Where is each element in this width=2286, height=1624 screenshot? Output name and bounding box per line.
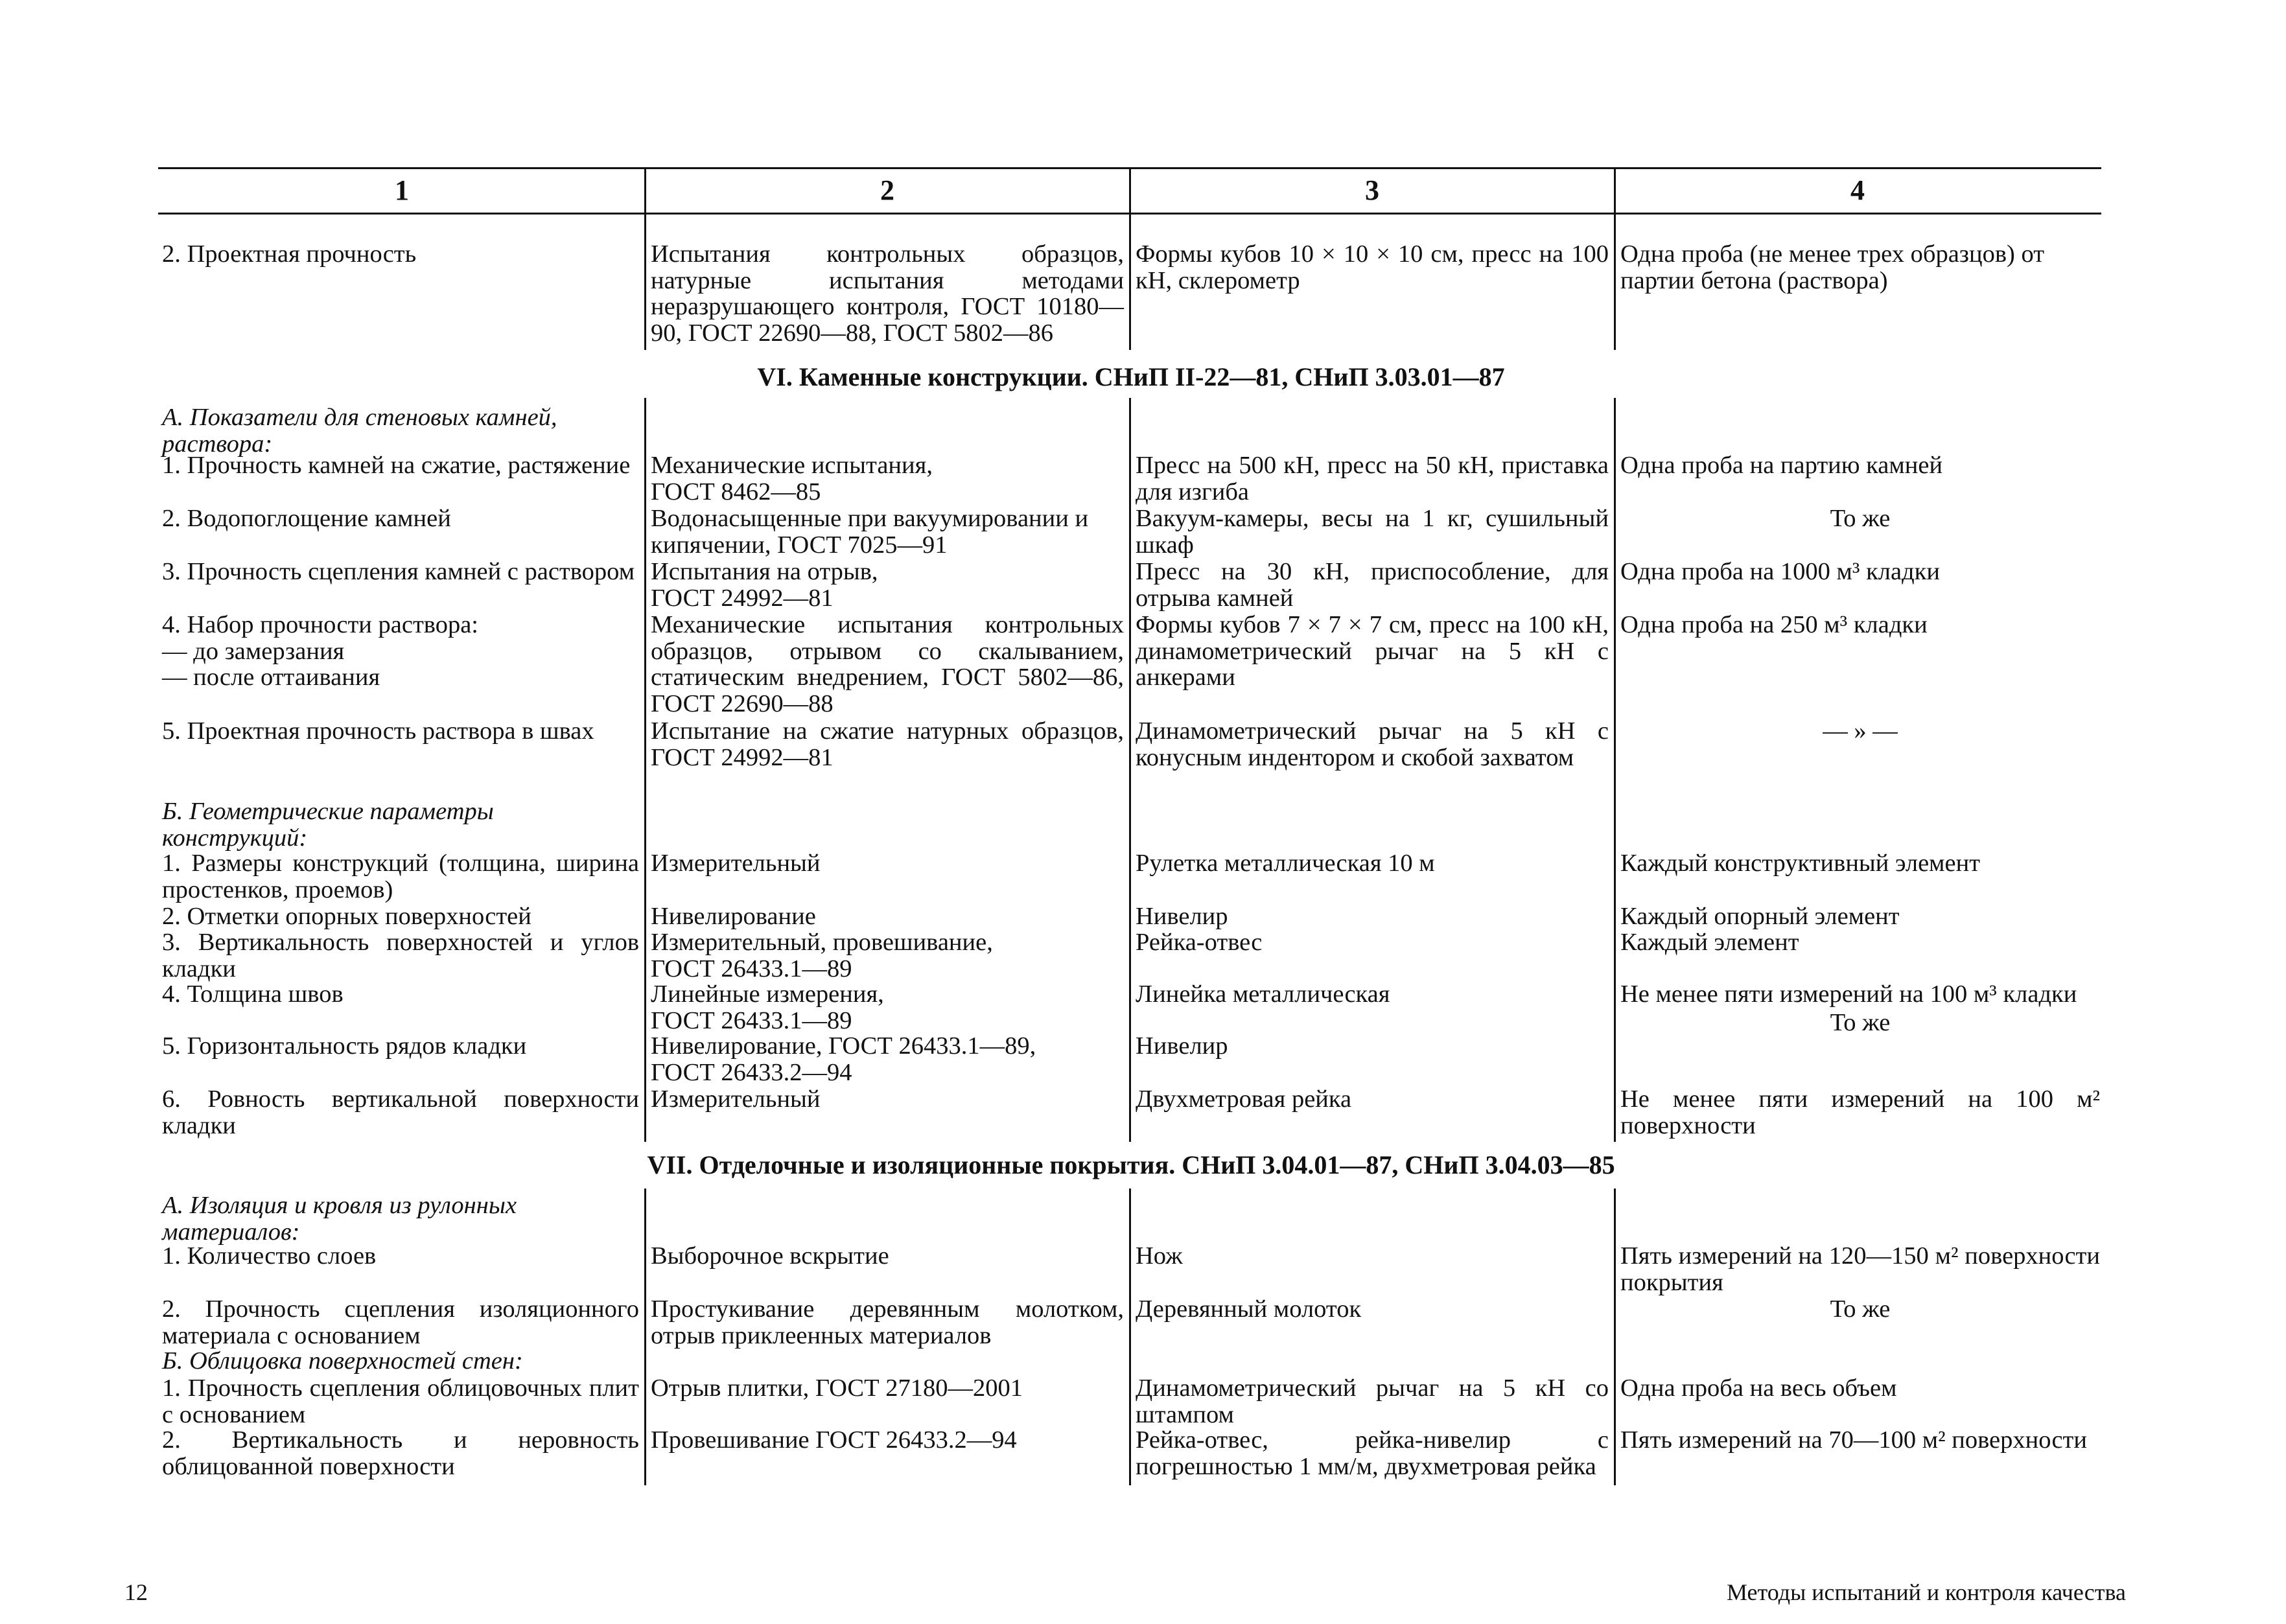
column-separator: [644, 398, 646, 1142]
method-cell: Измерительный: [651, 1085, 821, 1113]
volume-cell: Каждый элемент: [1620, 929, 1799, 956]
volume-cell: Одна проба на 250 м³ кладки: [1620, 611, 1928, 638]
equipment-cell: Динамометрический рычаг на 5 кН с конусным индентором и скобой захватом: [1136, 717, 1609, 771]
method-cell: Провешивание ГОСТ 26433.2—94: [651, 1426, 1017, 1454]
volume-cell: То же: [1830, 505, 1891, 532]
method-cell: Испытания на отрыв, ГОСТ 24992—81: [651, 558, 878, 612]
volume-cell: Пять измерений на 120—150 м² поверхности покрытия: [1620, 1242, 2100, 1296]
equipment-cell: Линейка металлическая: [1136, 980, 1390, 1008]
param-cell: 2. Проектная прочность: [162, 240, 417, 268]
column-number-1: 1: [395, 174, 409, 206]
group-label: Б. Геометрические параметры конструкций:: [162, 798, 494, 852]
column-separator: [644, 1189, 646, 1485]
param-cell: 6. Ровность вертикальной поверхности кладки: [162, 1085, 639, 1139]
method-cell: Нивелирование: [651, 903, 816, 930]
volume-cell: — » —: [1823, 717, 1898, 745]
equipment-cell: Динамометрический рычаг на 5 кН со штампом: [1136, 1375, 1609, 1428]
param-cell: 2. Вертикальность и неровность облицованной поверхности: [162, 1426, 639, 1480]
param-cell: 1. Прочность сцепления облицовочных плит с основанием: [162, 1375, 639, 1428]
equipment-cell: Нивелир: [1136, 903, 1228, 930]
param-cell: 5. Горизонтальность рядов кладки: [162, 1032, 527, 1060]
param-cell: 3. Вертикальность поверхностей и углов кладки: [162, 929, 639, 982]
method-cell: Механические испытания, ГОСТ 8462—85: [651, 452, 933, 505]
equipment-cell: Формы кубов 10 × 10 × 10 см, пресс на 100 кН, склерометр: [1136, 240, 1609, 294]
column-number-3: 3: [1365, 174, 1379, 206]
param-cell: 1. Прочность камней на сжатие, растяжение: [162, 452, 631, 479]
column-separator: [1129, 398, 1131, 1142]
equipment-cell: Рейка-отвес: [1136, 929, 1263, 956]
param-cell: 5. Проектная прочность раствора в швах: [162, 717, 594, 745]
volume-cell: Каждый опорный элемент: [1620, 903, 1900, 930]
volume-cell: Одна проба на весь объем: [1620, 1375, 1897, 1402]
group-label: А. Изоляция и кровля из рулонных материалов:: [162, 1192, 517, 1246]
method-cell: Испытание на сжатие натурных образцов, ГОСТ 24992—81: [651, 717, 1124, 771]
param-cell: 4. Набор прочности раствора: — до замерзания — после оттаивания: [162, 611, 478, 691]
param-cell: 2. Отметки опорных поверхностей: [162, 903, 531, 930]
method-cell: Отрыв плитки, ГОСТ 27180—2001: [651, 1375, 1023, 1402]
volume-cell: То же: [1830, 1295, 1891, 1323]
column-separator: [1614, 398, 1616, 1142]
equipment-cell: Деревянный молоток: [1136, 1295, 1362, 1323]
volume-cell: То же: [1830, 1009, 1891, 1036]
equipment-cell: Рейка-отвес, рейка-нивелир с погрешностью 1 мм/м, двухметровая рейка: [1136, 1426, 1609, 1480]
param-cell: 1. Количество слоев: [162, 1242, 377, 1270]
column-number-4: 4: [1850, 174, 1865, 206]
method-cell: Водонасыщенные при вакуумировании и кипячении, ГОСТ 7025—91: [651, 505, 1089, 559]
volume-cell: Одна проба (не менее трех образцов) от партии бетона (раствора): [1620, 240, 2045, 294]
section-title: VII. Отделочные и изоляционные покрытия. СНиП 3.04.01—87, СНиП 3.04.03—85: [647, 1150, 1615, 1179]
equipment-cell: Формы кубов 7 × 7 × 7 см, пресс на 100 кН, динамометрический рычаг на 5 кН с анкерами: [1136, 611, 1609, 691]
method-cell: Механические испытания контрольных образцов, отрывом со скалыванием, статическим внедрением, ГОСТ 5802—86, ГОСТ 22690—88: [651, 611, 1124, 717]
equipment-cell: Нож: [1136, 1242, 1183, 1270]
param-cell: 3. Прочность сцепления камней с раствором: [162, 558, 635, 585]
column-separator: [1614, 1189, 1616, 1485]
method-cell: Простукивание деревянным молотком, отрыв приклеенных материалов: [651, 1295, 1124, 1349]
running-title: Методы испытаний и контроля качества: [1727, 1579, 2126, 1605]
group-label: Б. Облицовка поверхностей стен:: [162, 1347, 523, 1375]
equipment-cell: Пресс на 30 кН, приспособление, для отрыва камней: [1136, 558, 1609, 612]
param-cell: 2. Водопоглощение камней: [162, 505, 451, 532]
method-cell: Измерительный, провешивание, ГОСТ 26433.1—89: [651, 929, 993, 982]
volume-cell: Каждый конструктивный элемент: [1620, 850, 1981, 877]
page-number: 12: [124, 1579, 148, 1605]
method-cell: Линейные измерения, ГОСТ 26433.1—89: [651, 980, 884, 1034]
equipment-cell: Вакуум-камеры, весы на 1 кг, сушильный шкаф: [1136, 505, 1609, 559]
param-cell: 2. Прочность сцепления изоляционного материала с основанием: [162, 1295, 639, 1349]
equipment-cell: Двухметровая рейка: [1136, 1085, 1352, 1113]
equipment-cell: Нивелир: [1136, 1032, 1228, 1060]
column-number-2: 2: [880, 174, 894, 206]
param-cell: 1. Размеры конструкций (толщина, ширина простенков, проемов): [162, 850, 639, 903]
volume-cell: Пять измерений на 70—100 м² поверхности: [1620, 1426, 2087, 1454]
section-title: VI. Каменные конструкции. СНиП II-22—81, СНиП 3.03.01—87: [757, 362, 1505, 391]
method-cell: Измерительный: [651, 850, 821, 877]
volume-cell: Одна проба на партию камней: [1620, 452, 1943, 479]
method-cell: Выборочное вскрытие: [651, 1242, 889, 1270]
volume-cell: Одна проба на 1000 м³ кладки: [1620, 558, 1940, 585]
param-cell: 4. Толщина швов: [162, 980, 344, 1008]
method-cell: Испытания контрольных образцов, натурные испытания методами неразрушающего контроля, ГОСТ 10180—90, ГОСТ 22690—88, ГОСТ 5802—86: [651, 240, 1124, 347]
column-separator: [1129, 1189, 1131, 1485]
volume-cell: Не менее пяти измерений на 100 м³ кладки: [1620, 980, 2077, 1008]
equipment-cell: Рулетка металлическая 10 м: [1136, 850, 1435, 877]
method-cell: Нивелирование, ГОСТ 26433.1—89, ГОСТ 26433.2—94: [651, 1032, 1036, 1086]
equipment-cell: Пресс на 500 кН, пресс на 50 кН, приставка для изгиба: [1136, 452, 1609, 505]
volume-cell: Не менее пяти измерений на 100 м² поверхности: [1620, 1085, 2100, 1139]
group-label: А. Показатели для стеновых камней, раствора:: [162, 404, 557, 458]
